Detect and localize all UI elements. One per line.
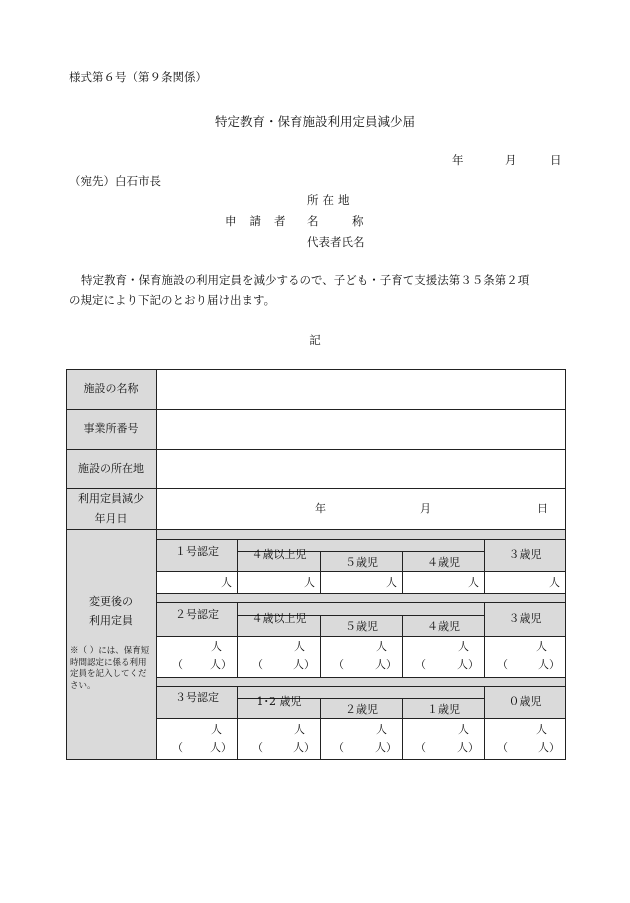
cert2-paren-open-1: （ — [172, 658, 183, 671]
border-bottom — [66, 759, 566, 760]
band-shade-3 — [157, 677, 565, 686]
cert2-paren-close-5: 人） — [538, 658, 560, 671]
cert3-col-b: １歳児 — [427, 703, 460, 716]
name-char-2: 称 — [352, 214, 364, 228]
cert2-unit-2: 人 — [294, 640, 305, 653]
cert3-unit-4: 人 — [458, 723, 469, 736]
border-right — [565, 369, 566, 760]
label-facility-name: 施設の名称 — [83, 382, 139, 395]
body-text-line1: 特定教育・保育施設の利用定員を減少するので、子ども・子育て支援法第３５条第２項 — [81, 273, 530, 287]
cert3-paren-open-4: （ — [415, 741, 426, 754]
after-capacity-label-2: 利用定員 — [89, 614, 133, 627]
cert2-paren-open-4: （ — [415, 658, 426, 671]
label-office-number: 事業所番号 — [83, 422, 139, 435]
label-reduction-date-1: 利用定員減少 — [78, 492, 144, 505]
cert3-paren-close-3: 人） — [375, 741, 397, 754]
after-capacity-label-1: 変更後の — [89, 595, 133, 608]
cert2-paren-close-2: 人） — [293, 658, 315, 671]
reduction-date-year: 年 — [315, 502, 326, 515]
cert2-paren-close-1: 人） — [210, 658, 232, 671]
cert2-col-b: ４歳児 — [427, 620, 460, 633]
cert2-paren-open-5: （ — [497, 658, 508, 671]
band-shade-1 — [157, 530, 565, 539]
cert3-header-bottom — [156, 718, 566, 719]
date-month-label: 月 — [505, 153, 517, 167]
cert1-group-label: ４歳以上児 — [251, 548, 307, 561]
row-line-4 — [66, 529, 566, 530]
cert3-paren-close-5: 人） — [538, 741, 560, 754]
cert3-col-c: ０歳児 — [508, 695, 542, 708]
cert1-col-a: ５歳児 — [345, 556, 378, 569]
cert2-paren-open-3: （ — [333, 658, 344, 671]
band-shade-2 — [157, 593, 565, 602]
cert2-group-label: ４歳以上児 — [251, 612, 307, 625]
cert3-paren-close-4: 人） — [457, 741, 479, 754]
cert3-paren-open-5: （ — [497, 741, 508, 754]
cert2-header-bottom — [156, 636, 566, 637]
cert3-paren-open-2: （ — [252, 741, 263, 754]
reduction-date-month: 月 — [420, 502, 431, 515]
label-reduction-date-2: 年月日 — [94, 512, 128, 525]
office-number-field[interactable] — [157, 410, 565, 449]
cert2-label: ２号認定 — [175, 608, 219, 621]
cert3-unit-5: 人 — [536, 723, 547, 736]
cert1-unit-5: 人 — [549, 576, 560, 589]
facility-address-field[interactable] — [157, 450, 565, 488]
after-label-shade — [66, 529, 156, 759]
form-number: 様式第６号（第９条関係） — [69, 70, 207, 84]
cert2-paren-close-3: 人） — [375, 658, 397, 671]
ki-heading: 記 — [309, 333, 321, 347]
cert1-unit-1: 人 — [221, 576, 232, 589]
cert2-unit-1: 人 — [211, 640, 222, 653]
cert2-col-a: ５歳児 — [345, 620, 378, 633]
cert2-top — [156, 602, 566, 603]
facility-name-field[interactable] — [157, 370, 565, 409]
cert1-col-c: ３歳児 — [508, 548, 542, 561]
reduction-date-day: 日 — [537, 502, 548, 515]
cert3-paren-open-3: （ — [333, 741, 344, 754]
label-facility-address: 施設の所在地 — [78, 462, 144, 475]
cert1-unit-3: 人 — [386, 576, 397, 589]
cert3-unit-1: 人 — [211, 723, 222, 736]
date-day-label: 日 — [550, 153, 562, 167]
cert3-label: ３号認定 — [175, 691, 219, 704]
cert2-paren-close-4: 人） — [457, 658, 479, 671]
cert3-paren-open-1: （ — [172, 741, 183, 754]
name-char-1: 名 — [307, 214, 319, 228]
cert1-bottom — [156, 593, 566, 594]
cert1-header-bottom — [156, 571, 566, 572]
cert2-unit-4: 人 — [458, 640, 469, 653]
cert3-group-label: 1･2 歳児 — [256, 695, 302, 708]
cert2-unit-3: 人 — [376, 640, 387, 653]
row-line-3 — [66, 488, 566, 489]
cert3-col-a: ２歳児 — [345, 703, 378, 716]
cert1-unit-2: 人 — [304, 576, 315, 589]
applicant-address-label: 所在地 — [307, 193, 354, 207]
representative-label: 代表者氏名 — [307, 235, 365, 249]
cert3-paren-close-1: 人） — [210, 741, 232, 754]
cert1-label: １号認定 — [175, 545, 219, 558]
cert2-bottom — [156, 677, 566, 678]
date-year-label: 年 — [452, 153, 464, 167]
applicant-label: 申請者 — [225, 214, 299, 228]
cert2-paren-open-2: （ — [252, 658, 263, 671]
document-title: 特定教育・保育施設利用定員減少届 — [214, 114, 415, 129]
cert2-unit-5: 人 — [536, 640, 547, 653]
cert3-top — [156, 686, 566, 687]
note-text: ※（ ）には、保育短時間認定に係る利用定員を記入してください。 — [70, 646, 150, 691]
cert3-unit-3: 人 — [376, 723, 387, 736]
addressee: （宛先）白石市長 — [69, 174, 161, 188]
cert3-paren-close-2: 人） — [293, 741, 315, 754]
cert3-unit-2: 人 — [294, 723, 305, 736]
cert2-col-c: ３歳児 — [508, 612, 542, 625]
cert1-col-b: ４歳児 — [427, 556, 460, 569]
cert1-top — [156, 539, 566, 540]
body-text-line2: の規定により下記のとおり届け出ます。 — [69, 293, 276, 307]
cert1-unit-4: 人 — [468, 576, 479, 589]
